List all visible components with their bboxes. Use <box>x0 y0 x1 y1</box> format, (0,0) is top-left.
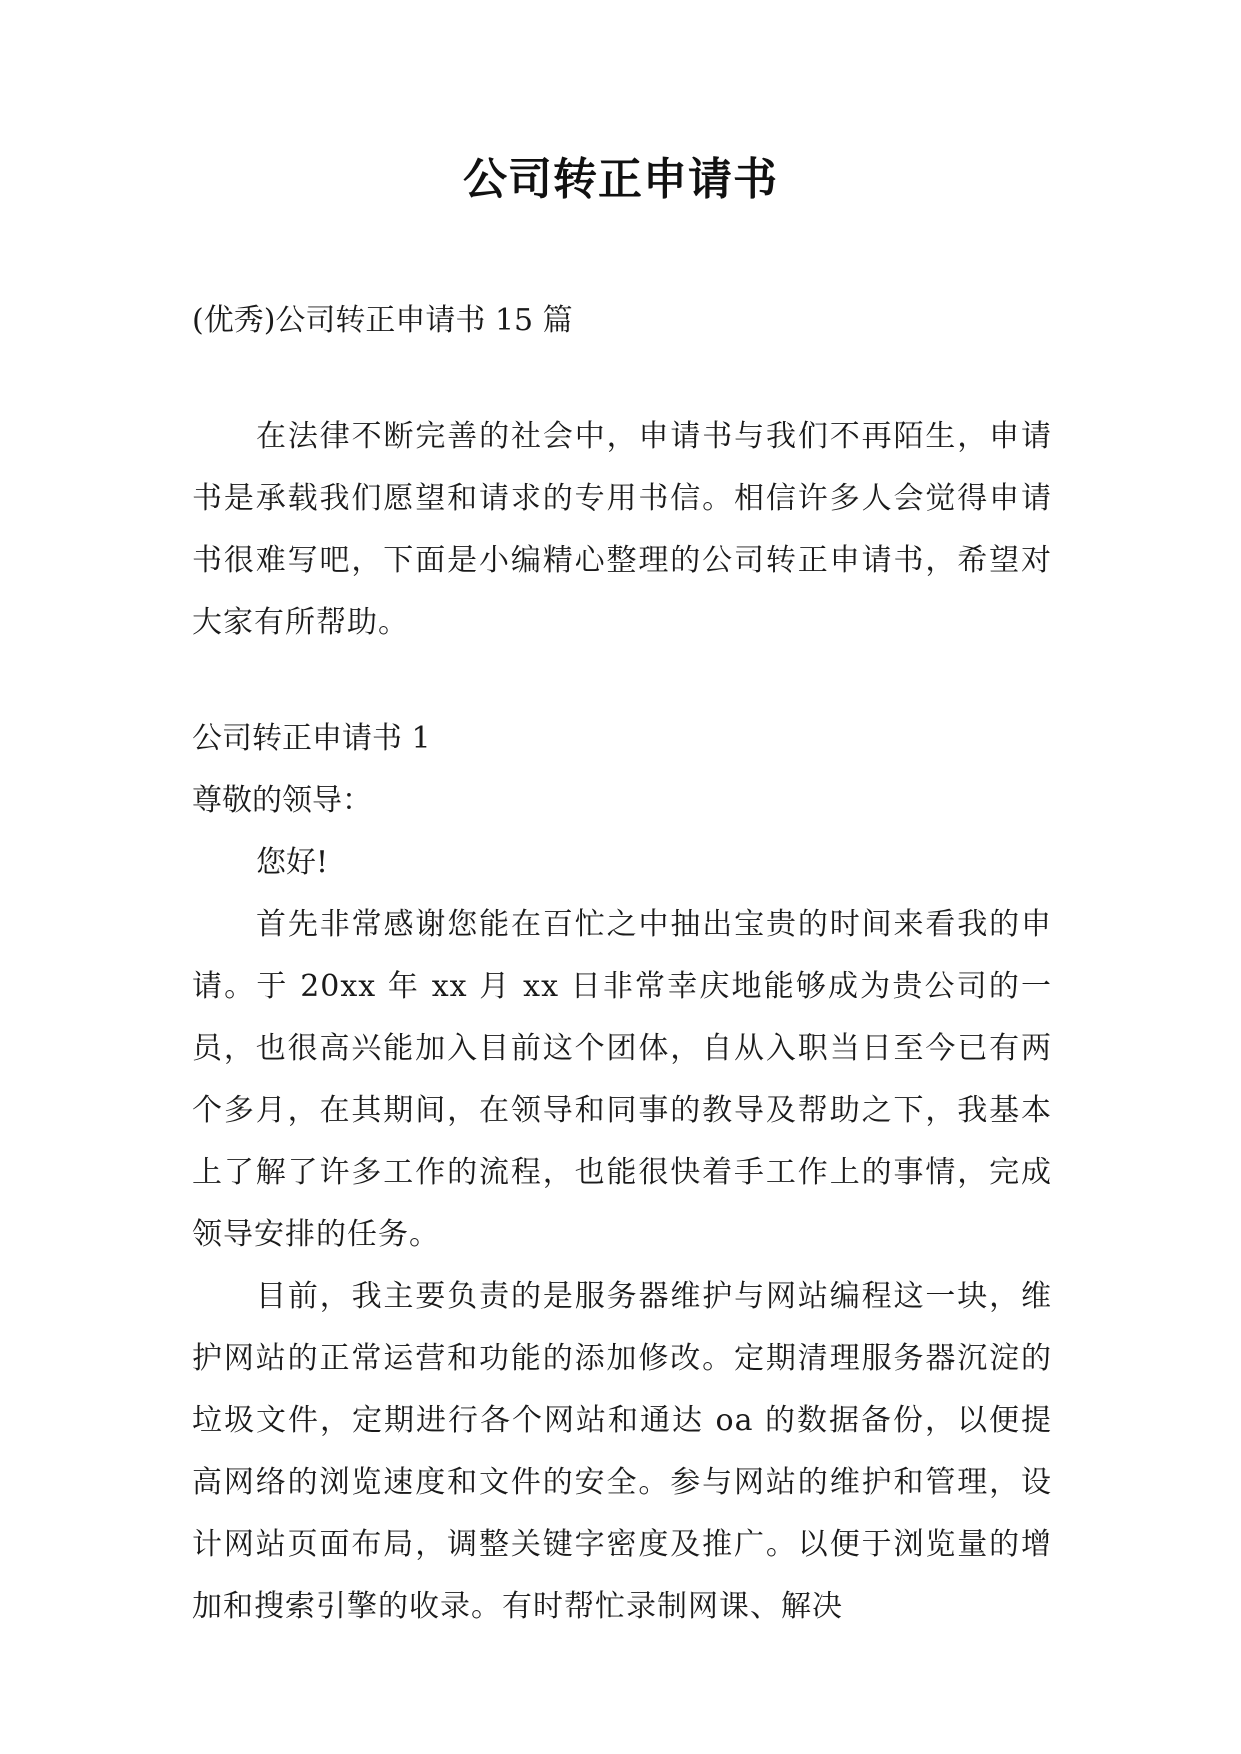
body-paragraph-1: 首先非常感谢您能在百忙之中抽出宝贵的时间来看我的申请。于 20xx 年 xx 月 xx 日非常幸庆地能够成为贵公司的一员，也很高兴能加入目前这个团体，自从入职当日至今已有两个多月，在其期间，在领导和同事的教导及帮助之下，我基本上了解了许多工作的流程，也能很快着手工作上的事情，完成领导安排的任务。 <box>192 907 1052 1252</box>
body-paragraph-2: 目前，我主要负责的是服务器维护与网站编程这一块，维护网站的正常运营和功能的添加修改。定期清理服务器沉淀的垃圾文件，定期进行各个网站和通达 oa 的数据备份，以便提高网络的浏览速度和文件的安全。参与网站的维护和管理，设计网站页面布局，调整关键字密度及推广。以便于浏览量的增加和搜索引擎的收录。有时帮忙录制网课、解决 <box>192 1279 1052 1624</box>
greeting: 您好! <box>256 845 329 880</box>
salutation: 尊敬的领导： <box>192 783 372 818</box>
document-body <box>192 290 1052 1638</box>
intro-paragraph: 在法律不断完善的社会中，申请书与我们不再陌生，申请书是承载我们愿望和请求的专用书信。相信许多人会觉得申请书很难写吧，下面是小编精心整理的公司转正申请书，希望对大家有所帮助。 <box>192 419 1052 640</box>
document-title: 公司转正申请书 <box>463 154 778 205</box>
section-heading: 公司转正申请书 1 <box>192 721 431 756</box>
document-subtitle: (优秀)公司转正申请书 15 篇 <box>192 303 573 338</box>
